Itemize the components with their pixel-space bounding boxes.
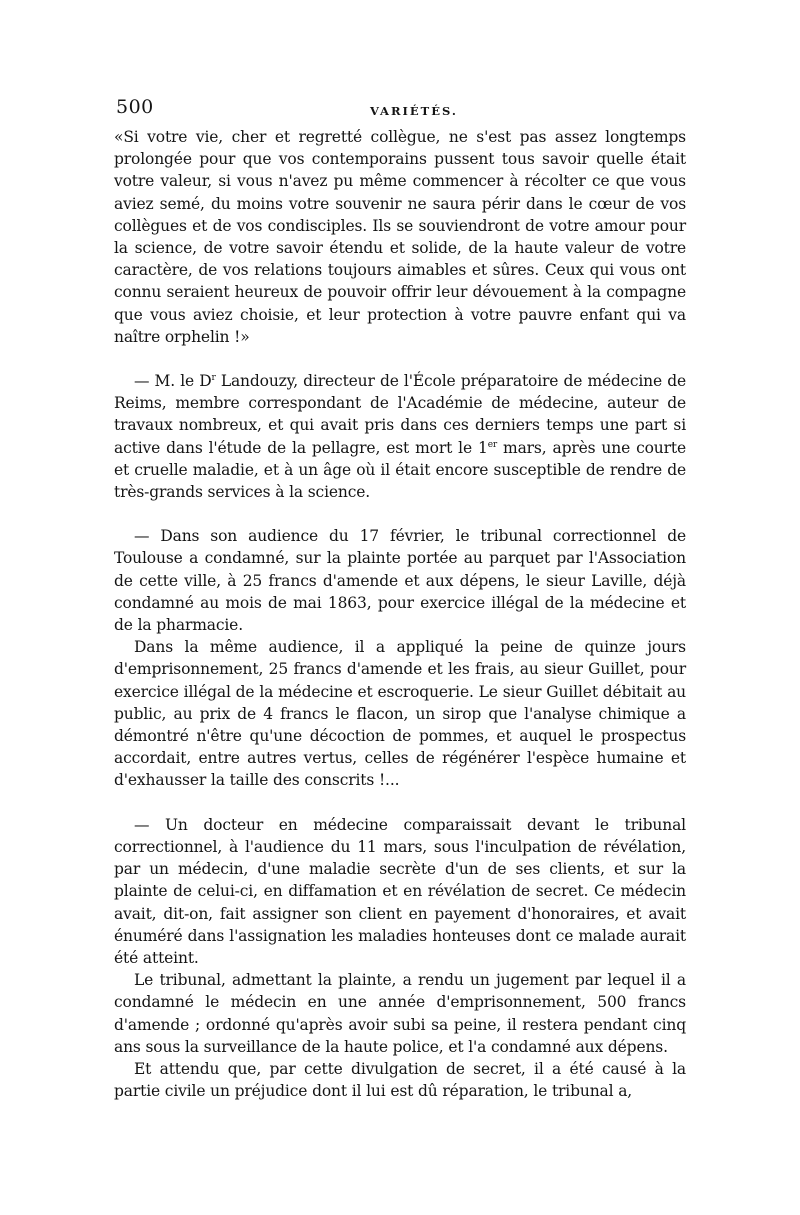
landouzy-text-start: — M. le D	[134, 372, 212, 391]
paragraph-landouzy-obituary	[114, 370, 686, 503]
landouzy-text-middle: Landouzy, directeur de l'École préparatoire de médecine de Reims, membre correspondant de l'Académie de médecine, auteur de travaux nombreux, et qui avait pris dans ces derniers temps une part si active dans l'étude de la pellagre, est mort le 1	[114, 372, 686, 457]
book-page	[114, 92, 686, 1102]
paragraph-guillet-sentence: Dans la même audience, il a appliqué la peine de quinze jours d'emprisonnement, 25 francs d'amende et les frais, au sieur Guillet, pour exercice illégal de la médecine et escroquerie. Le sieur Guillet débitait au public, au prix de 4 francs le flacon, un sirop que l'analyse chimique a démontré n'être qu'une décoction de pommes, et auquel le prospectus accordait, entre autres vertus, celles de régénérer l'espèce humaine et d'exhausser la taille des conscrits !...	[114, 638, 686, 790]
page-number: 500	[116, 96, 154, 118]
paragraph-toulouse-tribunal: — Dans son audience du 17 février, le tribunal correctionnel de Toulouse a condamné, sur la plainte portée au parquet par l'Association de cette ville, à 25 francs d'amende et aux dépens, le sieur Laville, déjà condamné au mois de mai 1863, pour exercice illégal de la médecine et de la pharmacie.	[114, 527, 686, 635]
page-body	[114, 126, 686, 1102]
paragraph-civil-party: Et attendu que, par cette divulgation de secret, il a été causé à la partie civile un préjudice dont il lui est dû réparation, le tribunal a,	[114, 1059, 686, 1101]
landouzy-text-end: mars, après une courte et cruelle maladie, et à un âge où il était encore susceptible de rendre de très-grands services à la science.	[114, 438, 686, 502]
paragraph-judgment: Le tribunal, admettant la plainte, a rendu un jugement par lequel il a condamné le médecin en une année d'emprisonnement, 500 francs d'amende ; ordonné qu'après avoir subi sa peine, il restera pendant cinq ans sous la surveillance de la haute police, et l'a condamné aux dépens.	[114, 971, 686, 1056]
doctor-abbrev-superscript: r	[211, 372, 216, 383]
paragraph-doctor-trial: — Un docteur en médecine comparaissait devant le tribunal correctionnel, à l'audience du 11 mars, sous l'inculpation de révélation, par un médecin, d'une maladie secrète d'un de ses clients, et sur la plainte de celui-ci, en diffamation et en révélation de secret. Ce médecin avait, dit-on, fait assigner son client en payement d'honoraires, et avait énuméré dans l'assignation les maladies honteuses dont ce malade aurait été atteint.	[114, 815, 686, 967]
page-header	[114, 92, 686, 124]
premier-superscript: er	[487, 439, 498, 450]
running-title: VARIÉTÉS.	[370, 104, 458, 118]
paragraph-eulogy-quote: «Si votre vie, cher et regretté collègue, ne s'est pas assez longtemps prolongée pour que vos contemporains pussent tous savoir quelle était votre valeur, si vous n'avez pu même commencer à récolter ce que vous aviez semé, du moins votre souvenir ne saura périr dans le cœur de vos collègues et de vos condisciples. Ils se souviendront de votre amour pour la science, de votre savoir étendu et solide, de la haute valeur de votre caractère, de vos relations toujours aimables et sûres. Ceux qui vous ont connu seraient heureux de pouvoir offrir leur dévouement à la compagne que vous aviez choisie, et leur protection à votre pauvre enfant qui va naître orphelin !»	[114, 128, 686, 346]
